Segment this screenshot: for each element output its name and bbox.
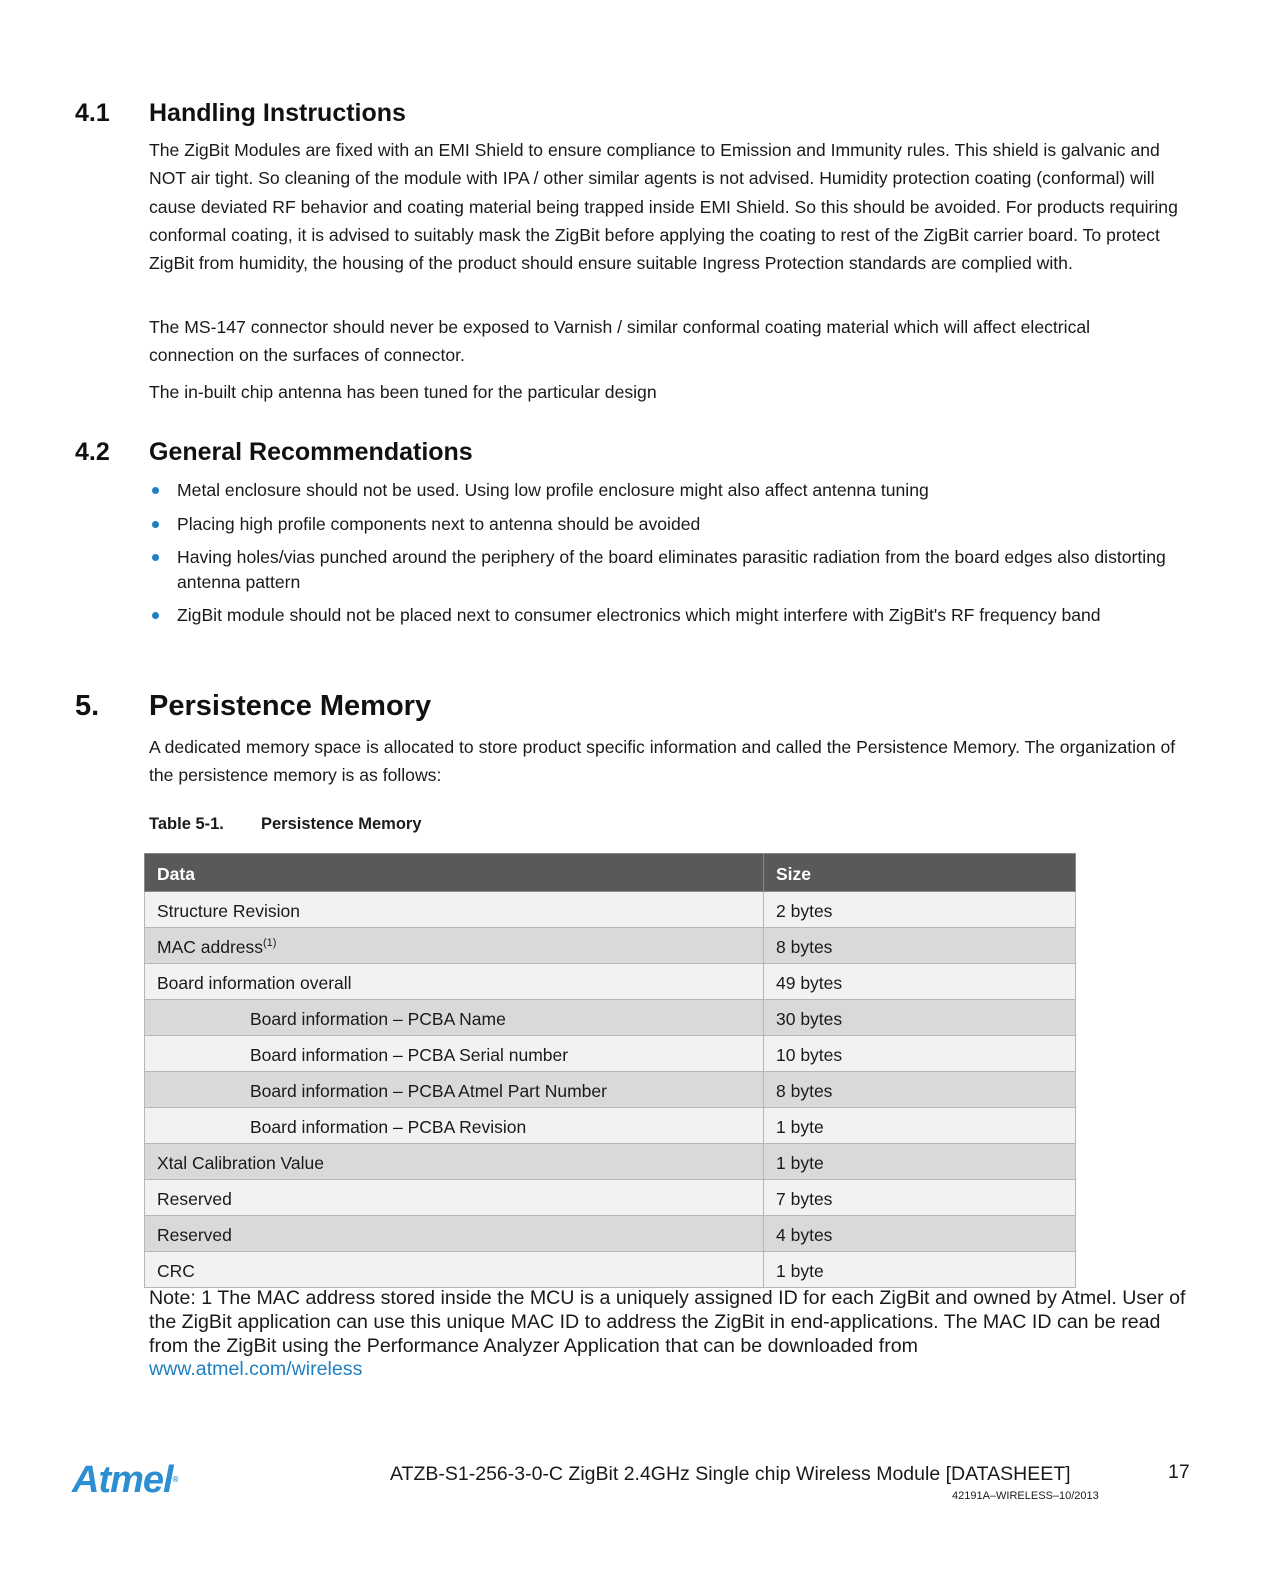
cell-size: 8 bytes <box>764 928 1076 964</box>
cell-size: 30 bytes <box>764 1000 1076 1036</box>
cell-data: Board information – PCBA Serial number <box>145 1036 764 1072</box>
cell-size: 4 bytes <box>764 1216 1076 1252</box>
table-row <box>145 928 1076 964</box>
table-caption-number: Table 5-1. <box>149 815 224 833</box>
table-caption <box>149 815 422 834</box>
handling-paragraph-1: The ZigBit Modules are fixed with an EMI Shield to ensure compliance to Emission and Immunity rules. This shield is galvanic and NOT air tight. So cleaning of the module with IPA / other similar agents is not advised. Humidity protection coating (conformal) will cause deviated RF behavior and coating material being trapped inside EMI Shield. So this should be avoided. For products requiring conformal coating, it is advised to suitably mask the ZigBit before applying the coating to rest of the ZigBit carrier board. To protect ZigBit from humidity, the housing of the product should ensure suitable Ingress Protection standards are complied with. <box>149 140 1178 274</box>
section-number: 5. <box>75 690 100 722</box>
table-row <box>145 892 1076 928</box>
cell-data: Xtal Calibration Value <box>145 1144 764 1180</box>
list-item: Having holes/vias punched around the periphery of the board eliminates parasitic radiation from the board edges also distorting antenna pattern <box>149 545 1167 594</box>
list-item: ZigBit module should not be placed next to consumer electronics which might interfere with ZigBit's RF frequency band <box>149 603 1177 628</box>
persistence-intro: A dedicated memory space is allocated to store product specific information and called the Persistence Memory. The organization of the persistence memory is as follows: <box>149 737 1176 786</box>
table-caption-title: Persistence Memory <box>261 815 422 833</box>
handling-paragraph-3: The in-built chip antenna has been tuned for the particular design <box>149 382 657 402</box>
cell-data: MAC address$^{(1)}$ <box>145 928 764 964</box>
list-item: Placing high profile components next to antenna should be avoided <box>149 512 1189 537</box>
table-row <box>145 964 1076 1000</box>
atmel-wireless-link[interactable]: www.atmel.com/wireless <box>149 1358 363 1381</box>
section-title: Persistence Memory <box>149 690 432 722</box>
table-row <box>145 1180 1076 1216</box>
cell-data: Reserved <box>145 1180 764 1216</box>
section-number: 4.2 <box>75 438 110 466</box>
cell-data: Structure Revision <box>145 892 764 928</box>
cell-data: Board information – PCBA Name <box>145 1000 764 1036</box>
cell-size: 1 byte <box>764 1144 1076 1180</box>
cell-data: Board information overall <box>145 964 764 1000</box>
bullet-icon <box>152 554 159 561</box>
registered-mark: ® <box>172 1475 178 1484</box>
table-row <box>145 1252 1076 1288</box>
cell-data: CRC <box>145 1252 764 1288</box>
cell-size: 1 byte <box>764 1108 1076 1144</box>
atmel-logo: Atmel® <box>72 1459 178 1501</box>
bullet-icon <box>152 612 159 619</box>
table-row <box>145 1036 1076 1072</box>
footnote-marker: (1) <box>263 936 277 949</box>
table-row <box>145 1216 1076 1252</box>
list-item: Metal enclosure should not be used. Using low profile enclosure might also affect antenna tuning <box>149 478 1189 503</box>
section-number: 4.1 <box>75 99 110 127</box>
cell-data: Board information – PCBA Revision <box>145 1108 764 1144</box>
table-row <box>145 1000 1076 1036</box>
table-row <box>145 1072 1076 1108</box>
page-number: 17 <box>1168 1461 1190 1483</box>
section-title: Handling Instructions <box>149 99 406 127</box>
header-size: Size <box>764 854 1076 892</box>
footer-doc-id: 42191A–WIRELESS–10/2013 <box>952 1490 1099 1502</box>
header-data: Data <box>145 854 764 892</box>
footer-doc-title: ATZB-S1-256-3-0-C ZigBit 2.4GHz Single chip Wireless Module [DATASHEET] <box>390 1463 1071 1485</box>
section-title: General Recommendations <box>149 438 473 466</box>
table-header-row <box>145 854 1076 892</box>
persistence-memory-table <box>144 853 1076 1288</box>
cell-size: 7 bytes <box>764 1180 1076 1216</box>
cell-size: 10 bytes <box>764 1036 1076 1072</box>
handling-paragraph-2: The MS-147 connector should never be exposed to Varnish / similar conformal coating material which will affect electrical connection on the surfaces of connector. <box>149 317 1091 366</box>
bullet-icon <box>152 521 159 528</box>
table-row <box>145 1144 1076 1180</box>
cell-data: Reserved <box>145 1216 764 1252</box>
table-row <box>145 1108 1076 1144</box>
recommendations-list <box>149 478 1189 628</box>
bullet-icon <box>152 487 159 494</box>
cell-size: 49 bytes <box>764 964 1076 1000</box>
cell-size: 2 bytes <box>764 892 1076 928</box>
cell-data: Board information – PCBA Atmel Part Number <box>145 1072 764 1108</box>
cell-size: 8 bytes <box>764 1072 1076 1108</box>
table-footnote <box>149 1287 1199 1382</box>
footnote-text: Note: 1 The MAC address stored inside the MCU is a uniquely assigned ID for each ZigBit and owned by Atmel. User of the ZigBit application can use this unique MAC ID to address the ZigBit in end-applications. The MAC ID can be read from the ZigBit using the Performance Analyzer Application that can be downloaded from <box>149 1287 1186 1357</box>
cell-size: 1 byte <box>764 1252 1076 1288</box>
